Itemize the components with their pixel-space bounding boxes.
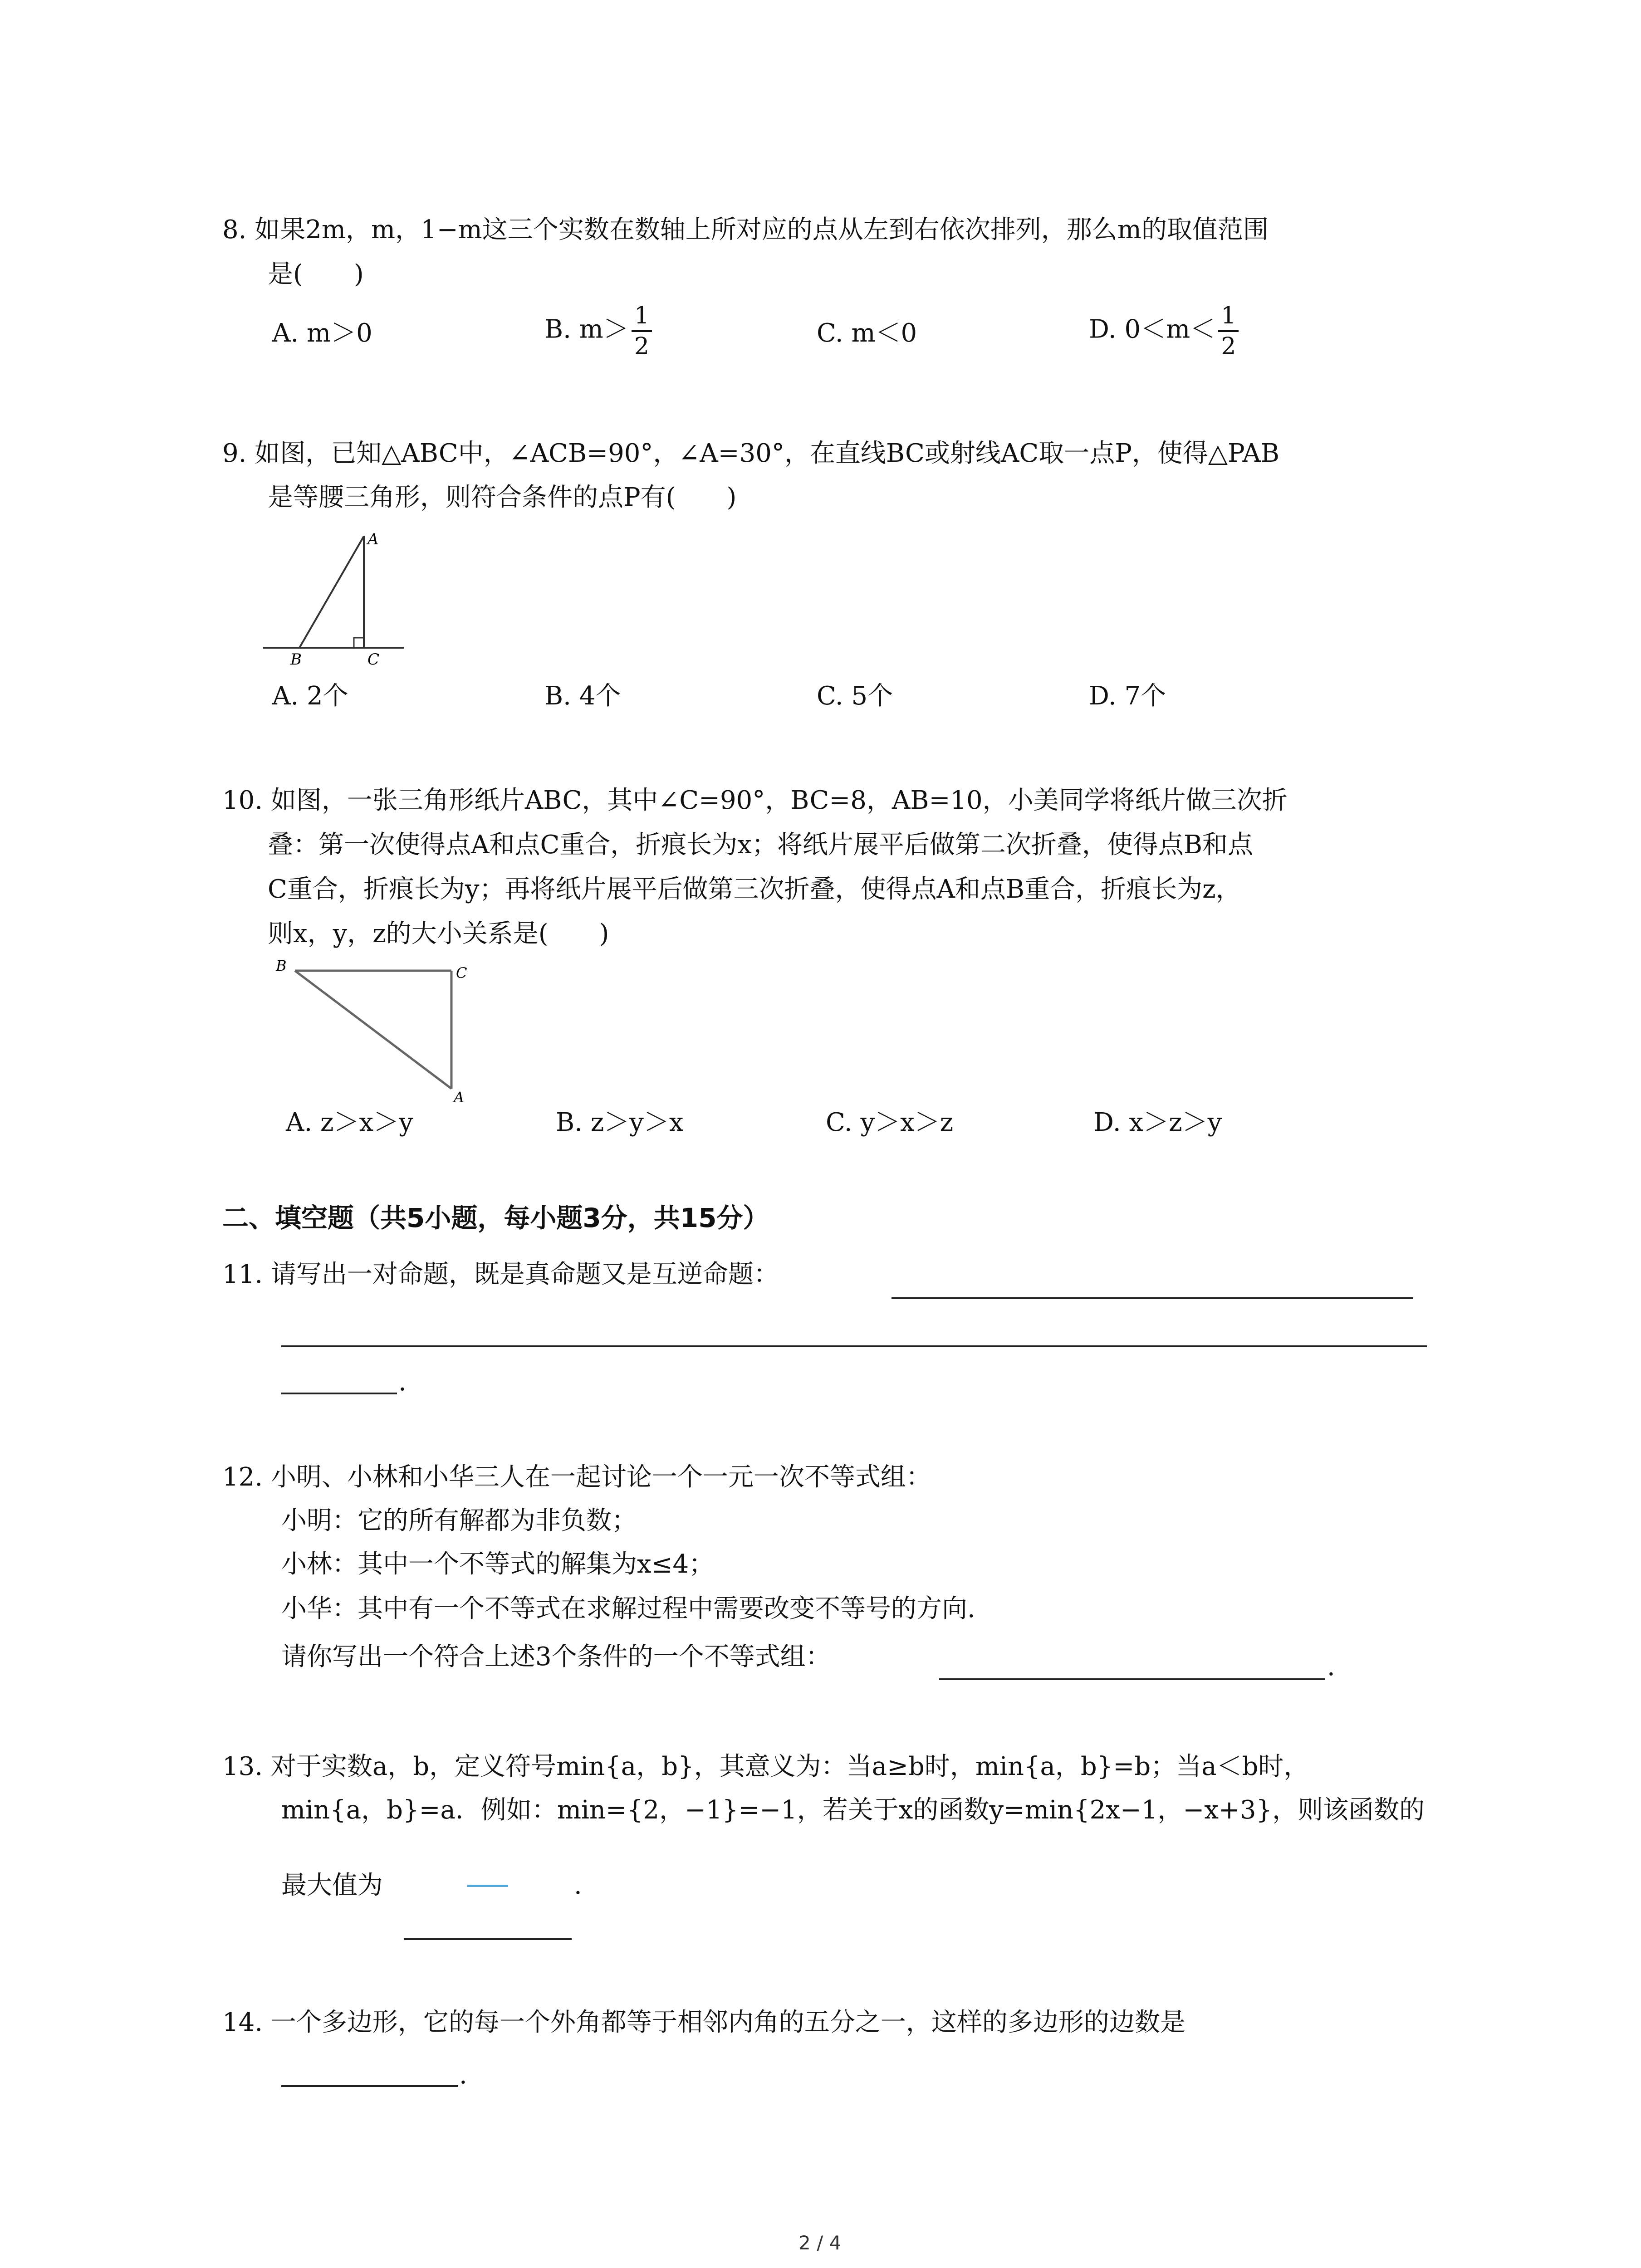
q10-stem-line4: 则x，y，z的大小关系是( ) bbox=[268, 919, 609, 948]
q13-stem-line2: min{a，b}=a．例如：min={2，−1}=−1，若关于x的函数y=min{2x−1，−x+3}，则该函数的 bbox=[281, 1795, 1425, 1825]
q9-label-b: B bbox=[290, 650, 302, 669]
q8-option-c: C. m＜0 bbox=[817, 318, 917, 348]
q12-prompt: 请你写出一个符合上述3个条件的一个不等式组： bbox=[281, 1642, 831, 1672]
q8-option-b-fraction bbox=[632, 304, 652, 358]
q8-option-b-text: B. m＞ bbox=[544, 314, 629, 344]
q9-option-a: A. 2个 bbox=[272, 681, 348, 711]
q12-stem-line1: 12. 小明、小林和小华三人在一起讨论一个一元一次不等式组： bbox=[222, 1462, 931, 1492]
q11-stem: 11. 请写出一对命题，既是真命题又是互逆命题： bbox=[222, 1260, 779, 1289]
q9-stem-line2: 是等腰三角形，则符合条件的点P有( ) bbox=[268, 483, 737, 512]
q10-option-a: A. z＞x＞y bbox=[286, 1108, 413, 1137]
q8-option-a: A. m＞0 bbox=[272, 318, 372, 348]
q12-answer-blank[interactable] bbox=[939, 1678, 1325, 1680]
q12-xiaolin: 小林：其中一个不等式的解集为x≤4； bbox=[281, 1549, 715, 1579]
q11-answer-blank-1[interactable] bbox=[892, 1297, 1413, 1299]
q10-option-b: B. z＞y＞x bbox=[556, 1108, 684, 1137]
q12-period: . bbox=[1327, 1652, 1335, 1681]
fraction-numerator: 1 bbox=[1218, 304, 1239, 332]
q10-label-c: C bbox=[456, 964, 467, 982]
q13-period: . bbox=[574, 1871, 582, 1900]
q11-answer-blank-3[interactable] bbox=[281, 1393, 397, 1394]
q9-option-b: B. 4个 bbox=[544, 681, 621, 711]
q10-stem-line1: 10. 如图，一张三角形纸片ABC，其中∠C=90°，BC=8，AB=10，小美同学将纸片做三次折 bbox=[222, 786, 1288, 815]
q9-option-c: C. 5个 bbox=[817, 681, 893, 711]
page-number: 2 / 4 bbox=[798, 2232, 842, 2254]
q13-blue-dash bbox=[467, 1885, 508, 1887]
q8-option-b bbox=[544, 304, 655, 358]
fraction-numerator: 1 bbox=[632, 304, 652, 332]
q10-triangle-figure bbox=[272, 957, 481, 1107]
q11-period: . bbox=[398, 1367, 407, 1397]
q10-label-a: A bbox=[454, 1089, 465, 1106]
q8-option-d-text: D. 0＜m＜ bbox=[1089, 314, 1216, 344]
q9-label-c: C bbox=[367, 650, 380, 669]
q9-stem-line1: 9. 如图，已知△ABC中，∠ACB=90°，∠A=30°，在直线BC或射线AC取一点P，使得△PAB bbox=[222, 439, 1280, 468]
q10-stem-line2: 叠：第一次使得点A和点C重合，折痕长为x；将纸片展平后做第二次折叠，使得点B和点 bbox=[268, 830, 1254, 860]
section-heading-fill-in: 二、填空题（共5小题，每小题3分，共15分） bbox=[222, 1202, 769, 1233]
q10-label-b: B bbox=[276, 957, 287, 974]
q14-period: . bbox=[459, 2060, 467, 2090]
q8-stem-line1: 8. 如果2m，m，1−m这三个实数在数轴上所对应的点从左到右依次排列，那么m的取值范围 bbox=[222, 215, 1269, 244]
q12-xiaohua: 小华：其中有一个不等式在求解过程中需要改变不等号的方向. bbox=[281, 1594, 975, 1623]
q14-answer-blank[interactable] bbox=[281, 2085, 458, 2087]
q12-xiaoming: 小明：它的所有解都为非负数； bbox=[281, 1506, 637, 1535]
q10-option-d: D. x＞z＞y bbox=[1093, 1108, 1222, 1137]
q8-stem-line2: 是( ) bbox=[268, 259, 364, 289]
fraction-denominator: 2 bbox=[634, 333, 649, 360]
q11-answer-blank-2[interactable] bbox=[281, 1345, 1427, 1347]
q13-stem-line3: 最大值为 bbox=[281, 1871, 383, 1900]
q8-option-d bbox=[1089, 304, 1241, 358]
q13-answer-blank[interactable] bbox=[404, 1938, 572, 1940]
q9-label-a: A bbox=[367, 530, 379, 548]
q9-option-d: D. 7个 bbox=[1089, 681, 1166, 711]
fraction-denominator: 2 bbox=[1221, 333, 1236, 360]
q13-stem-line1: 13. 对于实数a，b，定义符号min{a，b}，其意义为：当a≥b时，min{a，b}=b；当a＜b时， bbox=[222, 1752, 1309, 1781]
q10-option-c: C. y＞x＞z bbox=[826, 1108, 954, 1137]
q8-option-d-fraction bbox=[1218, 304, 1239, 358]
q9-triangle-figure bbox=[259, 526, 413, 671]
q14-stem: 14. 一个多边形，它的每一个外角都等于相邻内角的五分之一，这样的多边形的边数是 bbox=[222, 2008, 1185, 2037]
q10-stem-line3: C重合，折痕长为y；再将纸片展平后做第三次折叠，使得点A和点B重合，折痕长为z， bbox=[268, 875, 1241, 904]
